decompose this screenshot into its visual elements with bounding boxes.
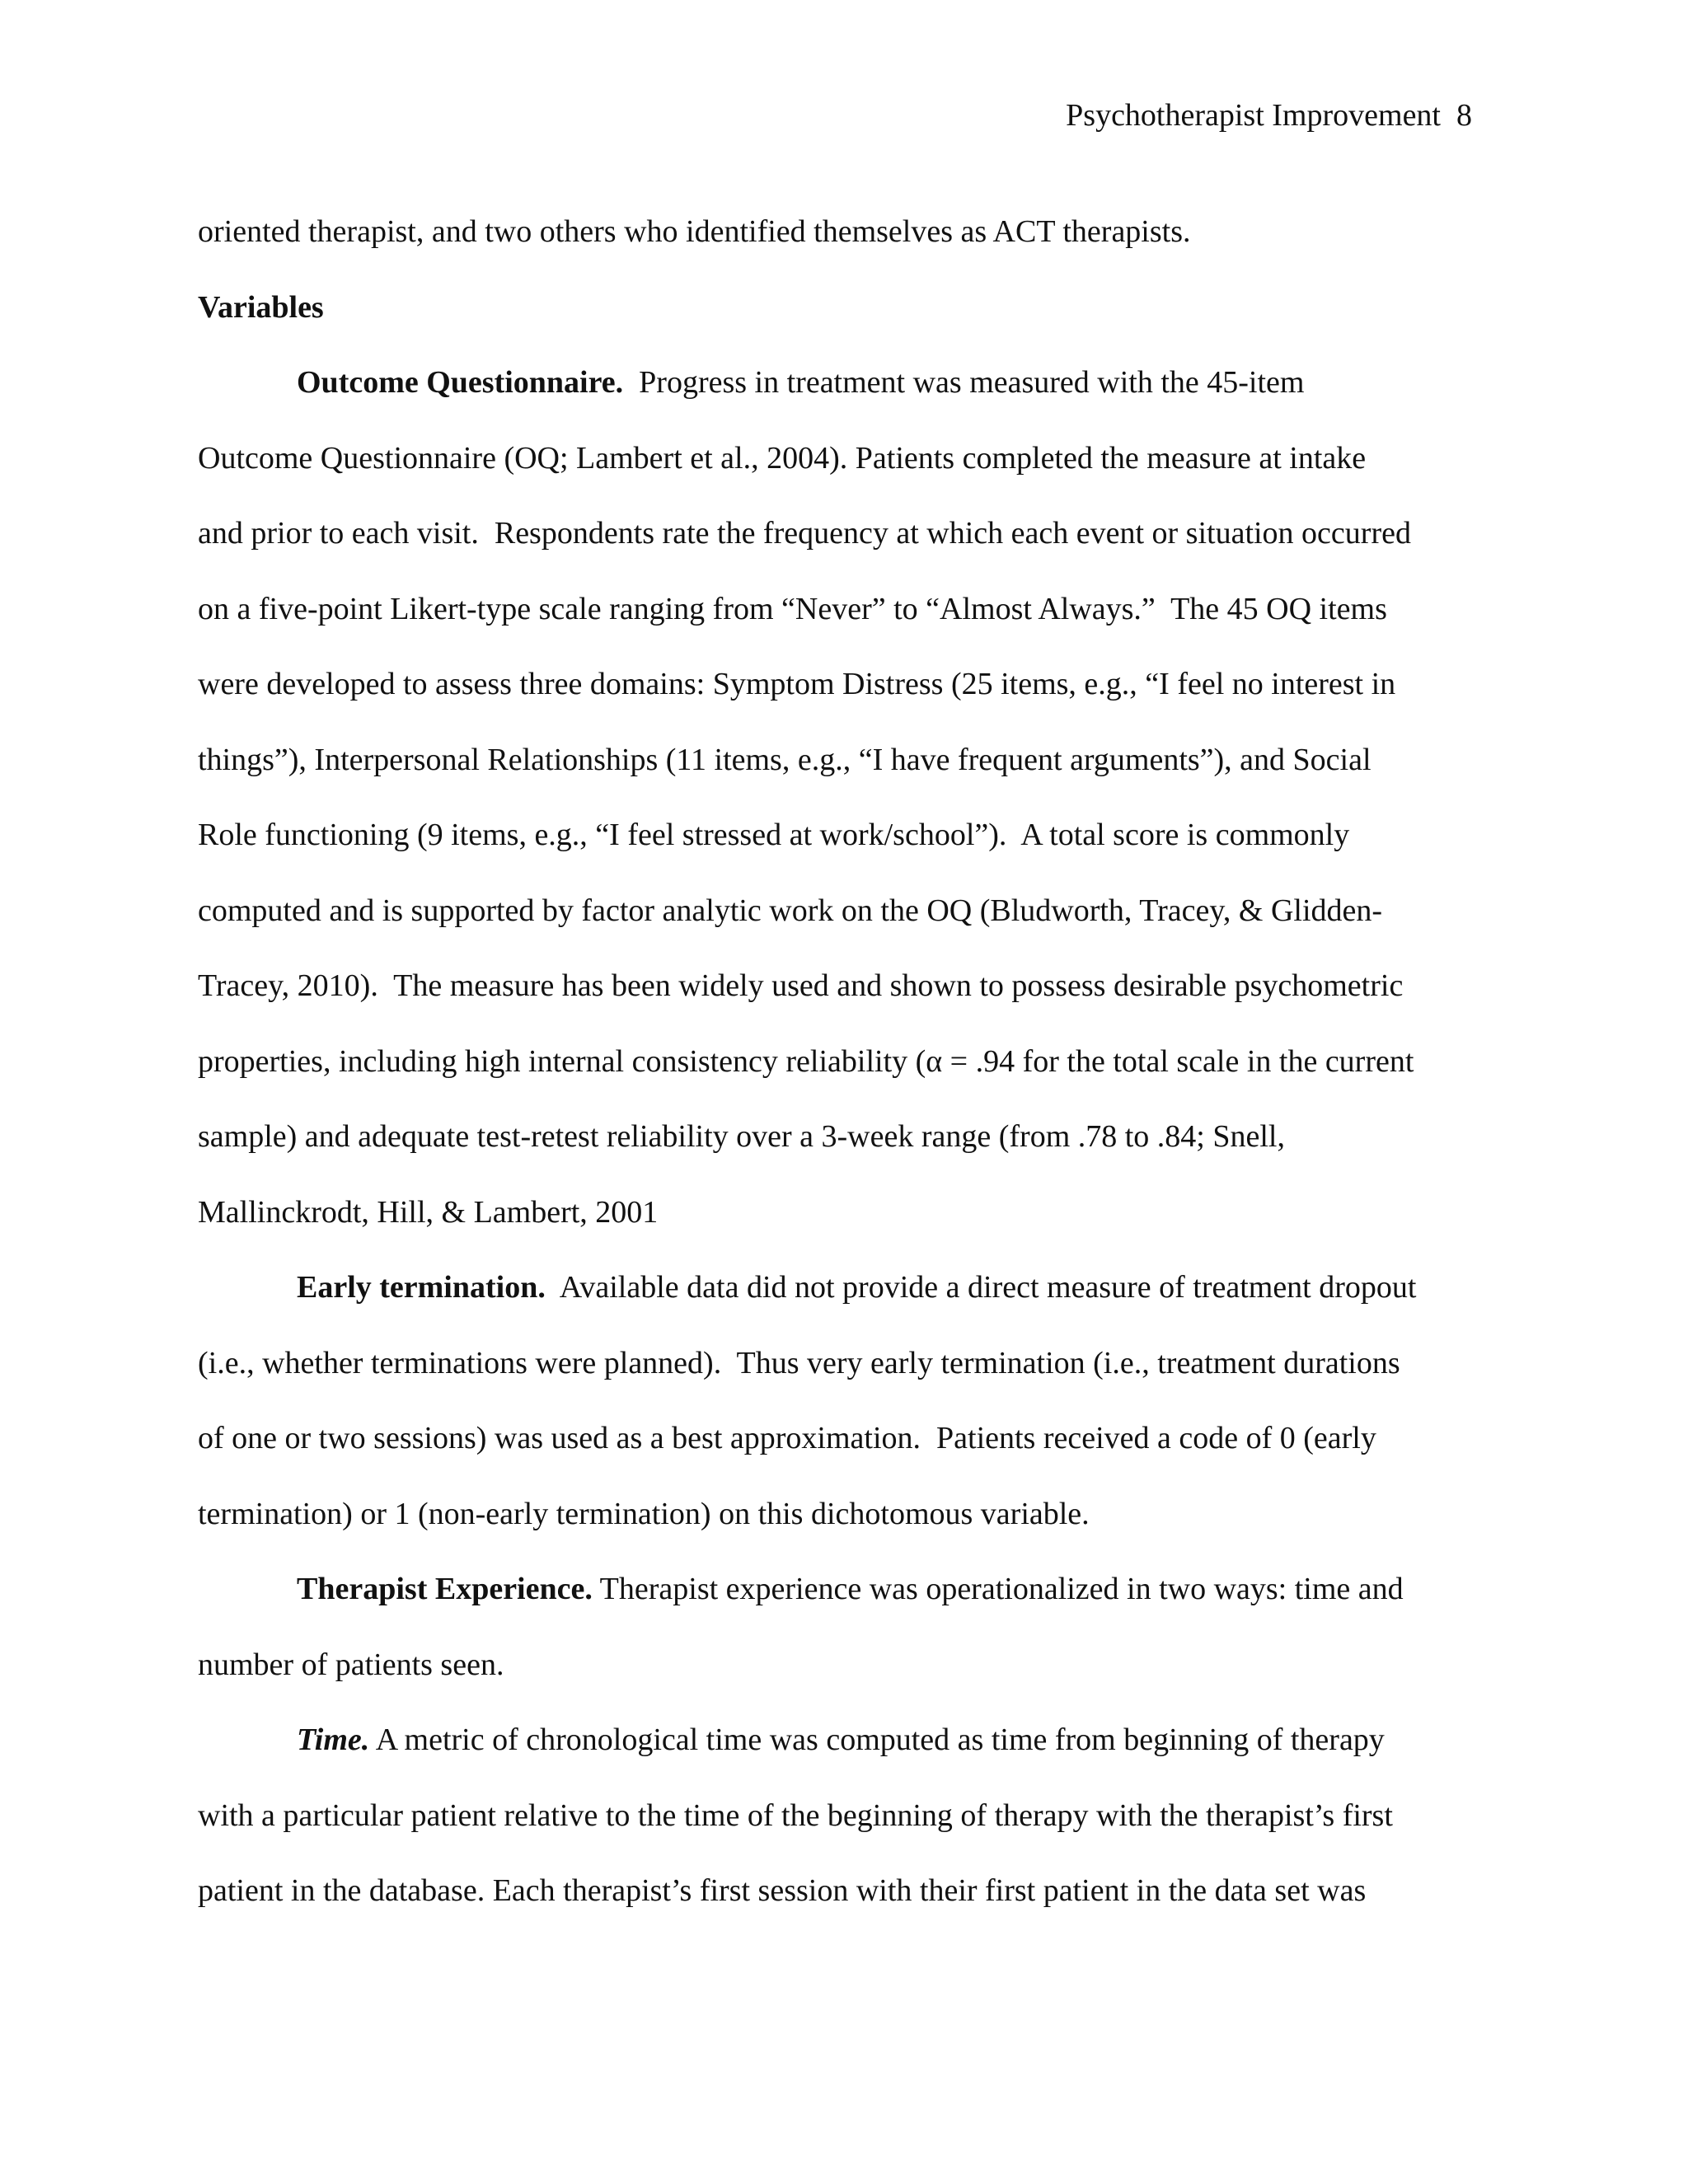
paragraph-start-outcome-questionnaire: [198, 345, 1492, 421]
line-text: oriented therapist, and two others who identified themselves as ACT therapists.: [198, 214, 1191, 249]
body-line: [198, 874, 1492, 949]
body-line: [198, 1854, 1492, 1929]
body-line: [198, 1628, 1492, 1704]
paragraph-start-early-termination: [198, 1250, 1492, 1326]
line-text: Outcome Questionnaire (OQ; Lambert et al., 2004). Patients completed the measure at intake: [198, 440, 1367, 476]
section-heading-variables: [198, 270, 1492, 346]
body-line: [198, 949, 1492, 1024]
page-number: 8: [1456, 98, 1472, 133]
body-line: [198, 798, 1492, 874]
body-line: [198, 496, 1492, 572]
running-head-title: Psychotherapist Improvement: [1066, 98, 1441, 133]
line-text: were developed to assess three domains: Symptom Distress (25 items, e.g., “I feel no interest in: [198, 667, 1396, 701]
line-text: number of patients seen.: [198, 1647, 504, 1682]
line-text: patient in the database. Each therapist’s first session with their first patient in the data set was: [198, 1873, 1367, 1908]
body-line: [198, 1175, 1492, 1251]
subheading-time: Time.: [297, 1722, 370, 1757]
subheading-early-termination: Early termination.: [297, 1270, 546, 1305]
line-text: Available data did not provide a direct measure of treatment dropout: [545, 1270, 1417, 1305]
running-head: [1066, 96, 1472, 135]
body-line: [198, 1024, 1492, 1100]
paragraph-start-time: [198, 1703, 1492, 1779]
body-line: [198, 1401, 1492, 1477]
line-text: properties, including high internal consistency reliability (α = .94 for the total scale in the current: [198, 1043, 1414, 1079]
body-line: [198, 1779, 1492, 1854]
line-text: termination) or 1 (non-early termination) on this dichotomous variable.: [198, 1496, 1090, 1531]
line-text: of one or two sessions) was used as a best approximation. Patients received a code of 0 (early: [198, 1421, 1376, 1455]
body-line: [198, 421, 1492, 497]
body-line: [198, 1099, 1492, 1175]
body-line: [198, 1326, 1492, 1402]
subheading-therapist-experience: Therapist Experience.: [297, 1572, 593, 1606]
body-line: [198, 723, 1492, 799]
line-text: sample) and adequate test-retest reliability over a 3-week range (from .78 to .84; Snell,: [198, 1119, 1285, 1154]
body-line: [198, 1477, 1492, 1553]
line-text: things”), Interpersonal Relationships (11 items, e.g., “I have frequent arguments”), and Social: [198, 742, 1372, 777]
body-line: [198, 194, 1492, 270]
section-heading: Variables: [198, 289, 324, 325]
line-text: Tracey, 2010). The measure has been widely used and shown to possess desirable psychometric: [198, 968, 1404, 1003]
line-text: (i.e., whether terminations were planned). Thus very early termination (i.e., treatment durations: [198, 1345, 1400, 1380]
line-text: on a five-point Likert-type scale ranging from “Never” to “Almost Always.” The 45 OQ items: [198, 591, 1387, 626]
line-text: and prior to each visit. Respondents rate the frequency at which each event or situation occurred: [198, 516, 1411, 551]
line-text: with a particular patient relative to the time of the beginning of therapy with the therapist’s first: [198, 1797, 1393, 1833]
line-text: Mallinckrodt, Hill, & Lambert, 2001: [198, 1194, 659, 1230]
line-text: Role functioning (9 items, e.g., “I feel stressed at work/school”). A total score is commonly: [198, 818, 1350, 852]
body-text: [198, 194, 1492, 1929]
subheading-outcome-questionnaire: Outcome Questionnaire.: [297, 365, 624, 400]
body-line: [198, 572, 1492, 648]
body-line: [198, 647, 1492, 723]
line-text: computed and is supported by factor analytic work on the OQ (Bludworth, Tracey, & Glidden-: [198, 893, 1383, 928]
line-text: Therapist experience was operationalized in two ways: time and: [592, 1572, 1404, 1606]
paragraph-start-therapist-experience: [198, 1552, 1492, 1628]
line-text: Progress in treatment was measured with the 45-item: [623, 365, 1305, 400]
line-text: A metric of chronological time was computed as time from beginning of therapy: [369, 1722, 1385, 1757]
